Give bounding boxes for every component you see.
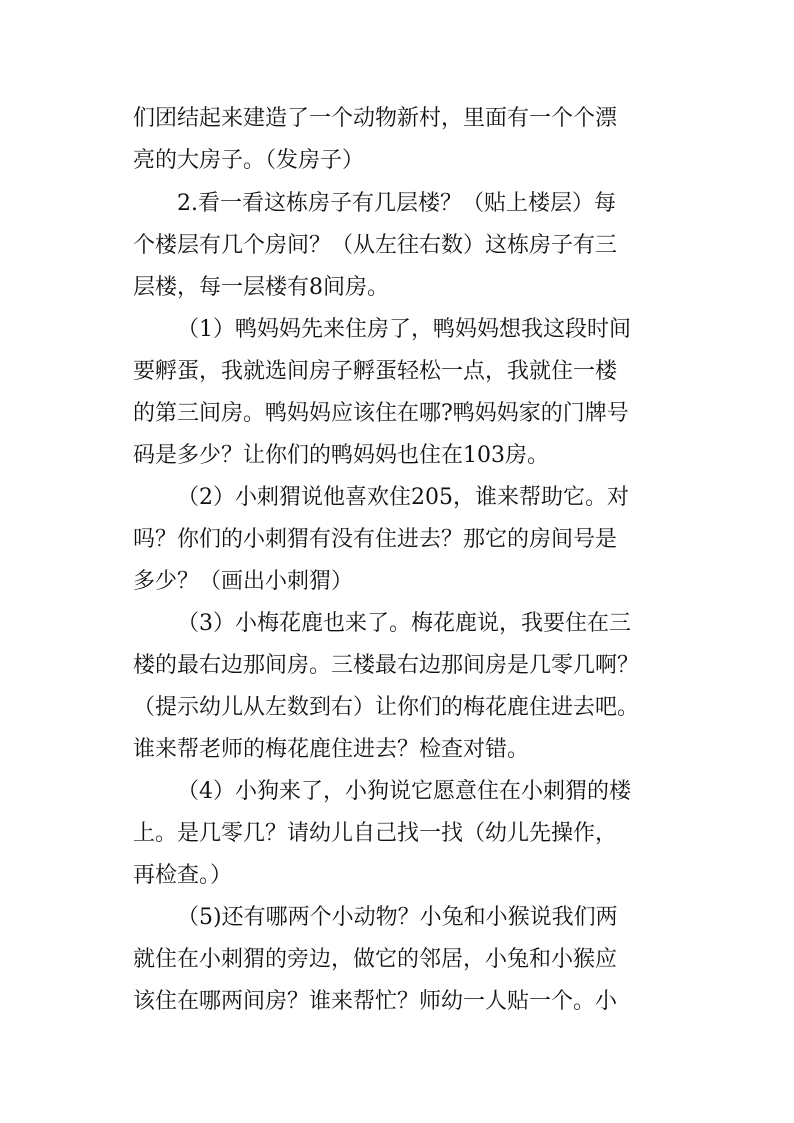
text-line: 吗？你们的小刺猬有没有住进去？那它的房间号是 [133,527,618,552]
text-line: 码是多少？让你们的鸭妈妈也住在103房。 [133,443,549,468]
text-line: （2）小刺猬说他喜欢住205，谁来帮助它。对 [177,485,629,510]
text-line: 的第三间房。鸭妈妈应该住在哪?鸭妈妈家的门牌号 [133,401,629,426]
text-line: 就住在小刺猬的旁边，做它的邻居，小兔和小猴应 [133,947,618,972]
text-line: 2.看一看这栋房子有几层楼？（贴上楼层）每 [177,191,616,216]
text-line: 再检查。） [133,863,233,888]
text-line: 亮的大房子。（发房子） [133,148,365,173]
text-line: （1）鸭妈妈先来住房了，鸭妈妈想我这段时间 [177,317,631,342]
text-line: 要孵蛋，我就选间房子孵蛋轻松一点，我就住一楼 [133,359,618,384]
text-line: 谁来帮老师的梅花鹿住进去？检查对错。 [133,737,530,762]
text-line: 层楼，每一层楼有8间房。 [133,275,389,300]
text-line: （提示幼儿从左数到右）让你们的梅花鹿住进去吧。 [133,695,640,720]
text-line: （5)还有哪两个小动物？小兔和小猴说我们两 [177,905,618,930]
text-line: （4）小狗来了，小狗说它愿意住在小刺猬的楼 [177,779,631,804]
text-line: （3）小梅花鹿也来了。梅花鹿说，我要住在三 [177,611,631,636]
text-line: 们团结起来建造了一个动物新村，里面有一个个漂 [133,106,618,131]
text-line: 多少？（画出小刺猬） [133,569,354,594]
text-line: 楼的最右边那间房。三楼最右边那间房是几零几啊？ [133,653,640,678]
text-line: 该住在哪两间房？谁来帮忙？师幼一人贴一个。小 [133,989,618,1014]
text-line: 上。是几零几？请幼儿自己找一找（幼儿先操作， [133,821,618,846]
text-line: 个楼层有几个房间？（从左往右数）这栋房子有三 [133,233,618,258]
